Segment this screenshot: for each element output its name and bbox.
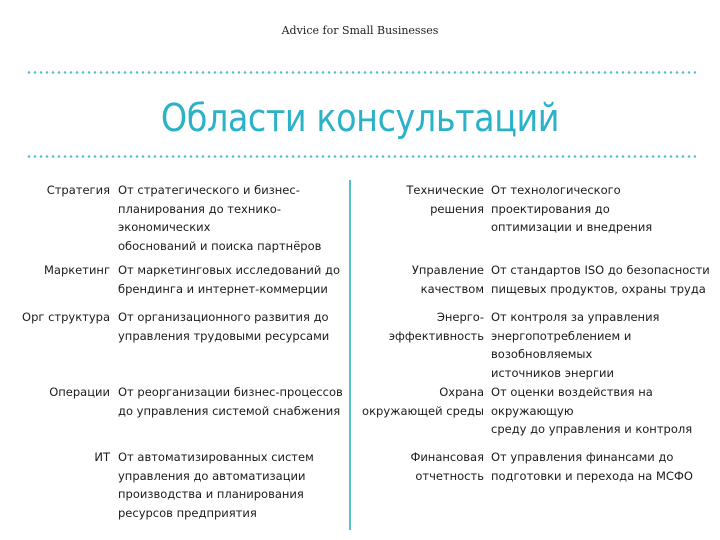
area-description: От технологического проектирования до оптимизации и внедрения bbox=[491, 183, 653, 235]
area-label: Стратегия bbox=[46, 183, 110, 197]
area-description: От реорганизации бизнес-процессов до управления системой снабжения bbox=[118, 385, 343, 418]
dotted-divider-bottom bbox=[26, 155, 696, 158]
area-description: От маркетинговых исследований до брендинга и интернет-коммерции bbox=[118, 263, 341, 296]
area-label: Финансовая отчетность bbox=[410, 450, 484, 483]
area-label: Охрана окружающей среды bbox=[362, 385, 484, 418]
area-label: Орг структура bbox=[22, 310, 110, 324]
area-label: Технические решения bbox=[406, 183, 484, 216]
area-label: ИТ bbox=[94, 450, 110, 464]
area-description: От контроля за управления энергопотреблением и возобновляемых источников энергии bbox=[491, 310, 660, 380]
dotted-divider-top bbox=[26, 71, 696, 74]
area-description: От организационного развития до управления трудовыми ресурсами bbox=[118, 310, 330, 343]
area-label: Энерго- эффективность bbox=[388, 310, 484, 343]
area-label: Операции bbox=[49, 385, 110, 399]
area-description: От оценки воздействия на окружающую среду до управления и контроля bbox=[491, 385, 693, 437]
area-description: От управления финансами до подготовки и перехода на МСФО bbox=[491, 450, 693, 483]
area-label: Маркетинг bbox=[43, 263, 110, 277]
document-header: Advice for Small Businesses bbox=[281, 24, 439, 37]
area-description: От стандартов ISO до безопасности пищевых продуктов, охраны труда bbox=[491, 263, 710, 296]
area-label: Управление качеством bbox=[411, 263, 484, 296]
page-title: Области консультаций bbox=[160, 96, 560, 140]
area-description: От автоматизированных систем управления до автоматизации производства и планирования ресурсов предприятия bbox=[118, 450, 314, 520]
area-description: От стратегического и бизнес- планирования до технико- экономических обоснований и поиска партнёров bbox=[118, 183, 322, 253]
column-divider bbox=[349, 180, 351, 530]
